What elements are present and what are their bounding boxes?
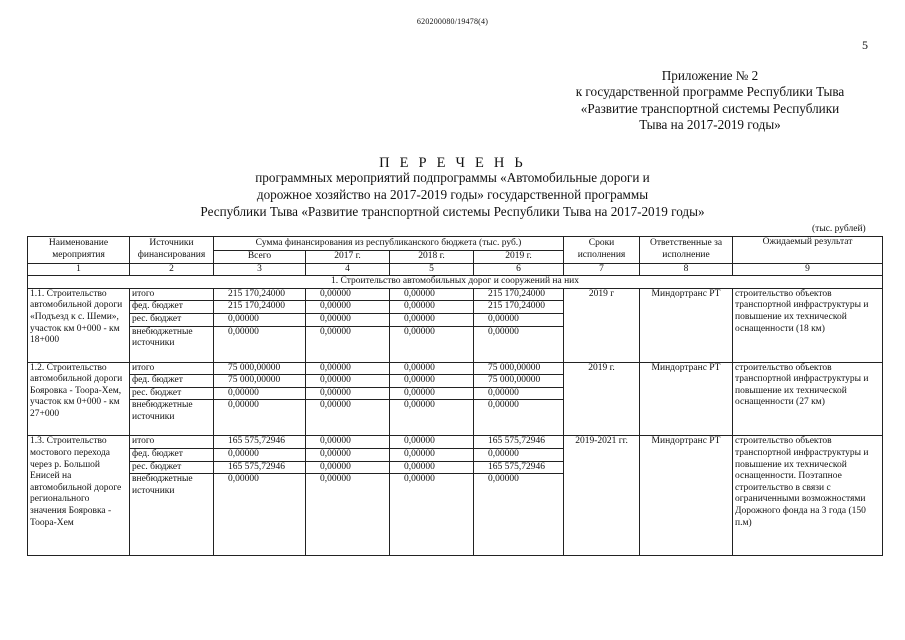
row-2018: 0,00000 [390, 301, 474, 314]
header-sources: Источники финансирования [130, 237, 214, 264]
row-2019: 215 170,24000 [474, 288, 564, 301]
row-responsible: Миндортранс РТ [640, 362, 733, 436]
row-2017: 0,00000 [306, 362, 390, 375]
col-number: 5 [390, 263, 474, 276]
row-source: внебюджетные источники [130, 474, 214, 556]
subtitle-line-3: Республики Тыва «Развитие транспортной системы Республики Тыва на 2017-2019 годы» [200, 203, 705, 219]
row-2017: 0,00000 [306, 387, 390, 400]
row-source: фед. бюджет [130, 448, 214, 461]
header-sum: Сумма финансирования из республиканского бюджета (тыс. руб.) [214, 237, 564, 251]
row-result: строительство объектов транспортной инфраструктуры и повышение их технической оснащенности (27 км) [733, 362, 883, 436]
program-table [27, 236, 883, 556]
col-number: 1 [28, 263, 130, 276]
row-2019: 75 000,00000 [474, 375, 564, 388]
table-row [28, 362, 883, 375]
document-id: 620200080/19478(4) [416, 17, 489, 26]
units-note: (тыс. рублей) [812, 224, 866, 234]
row-source: внебюджетные источники [130, 400, 214, 436]
row-total: 0,00000 [214, 448, 306, 461]
row-2019: 165 575,72946 [474, 436, 564, 449]
row-2017: 0,00000 [306, 326, 390, 362]
row-source: рес. бюджет [130, 387, 214, 400]
document-subtitle [80, 170, 825, 220]
row-total: 0,00000 [214, 313, 306, 326]
row-2019: 0,00000 [474, 474, 564, 556]
row-2017: 0,00000 [306, 400, 390, 436]
appendix-line-4: Тыва на 2017-2019 годы» [639, 116, 781, 132]
row-result: строительство объектов транспортной инфраструктуры и повышение их технической оснащенности (18 км) [733, 288, 883, 362]
row-2017: 0,00000 [306, 436, 390, 449]
row-name: 1.2. Строительство автомобильной дороги Бояровка - Тоора-Хем, участок км 0+000 - км 27+000 [28, 362, 130, 436]
row-name: 1.1. Строительство автомобильной дороги «Подъезд к с. Шеми», участок км 0+000 - км 18+000 [28, 288, 130, 362]
row-2018: 0,00000 [390, 474, 474, 556]
table-row [28, 288, 883, 301]
row-2017: 0,00000 [306, 288, 390, 301]
row-2017: 0,00000 [306, 313, 390, 326]
appendix-line-2: к государственной программе Республики Тыва [575, 84, 845, 100]
row-total: 0,00000 [214, 474, 306, 556]
subtitle-line-1: программных мероприятий подпрограммы «Автомобильные дороги и [255, 170, 650, 185]
row-2018: 0,00000 [390, 326, 474, 362]
row-2018: 0,00000 [390, 461, 474, 474]
row-2019: 75 000,00000 [474, 362, 564, 375]
row-total: 0,00000 [214, 326, 306, 362]
row-2019: 215 170,24000 [474, 301, 564, 314]
row-total: 165 575,72946 [214, 436, 306, 449]
row-source: итого [130, 362, 214, 375]
row-2019: 0,00000 [474, 387, 564, 400]
row-result: строительство объектов транспортной инфраструктуры и повышение их технической оснащенности. Поэтапное строительство в связи с ограниченными возможностями Дорожного фонда на 3 года (150 п.м) [733, 436, 883, 556]
row-source: рес. бюджет [130, 461, 214, 474]
row-2018: 0,00000 [390, 400, 474, 436]
table-row [28, 436, 883, 449]
header-responsible: Ответственные за исполнение [640, 237, 733, 264]
col-number: 7 [564, 263, 640, 276]
row-total: 75 000,00000 [214, 375, 306, 388]
row-source: итого [130, 436, 214, 449]
appendix-line-3: «Развитие транспортной системы Республики [580, 100, 840, 116]
row-2019: 0,00000 [474, 448, 564, 461]
col-number: 6 [474, 263, 564, 276]
header-name: Наименование мероприятия [28, 237, 130, 264]
col-number: 3 [214, 263, 306, 276]
col-number: 9 [733, 263, 883, 276]
row-2019: 0,00000 [474, 326, 564, 362]
header-2017: 2017 г. [306, 251, 390, 264]
page-number: 5 [862, 38, 868, 52]
header-2018: 2018 г. [390, 251, 474, 264]
row-2018: 0,00000 [390, 362, 474, 375]
row-2017: 0,00000 [306, 448, 390, 461]
row-source: фед. бюджет [130, 375, 214, 388]
row-total: 215 170,24000 [214, 288, 306, 301]
row-terms: 2019 г [564, 288, 640, 362]
header-result: Ожидаемый результат [733, 237, 883, 264]
header-total: Всего [214, 251, 306, 264]
header-2019: 2019 г. [474, 251, 564, 264]
appendix-line-1: Приложение № 2 [661, 68, 759, 83]
row-total: 165 575,72946 [214, 461, 306, 474]
row-2018: 0,00000 [390, 387, 474, 400]
row-total: 215 170,24000 [214, 301, 306, 314]
row-2019: 165 575,72946 [474, 461, 564, 474]
col-number: 2 [130, 263, 214, 276]
row-2019: 0,00000 [474, 313, 564, 326]
row-source: рес. бюджет [130, 313, 214, 326]
row-terms: 2019-2021 гг. [564, 436, 640, 556]
row-2018: 0,00000 [390, 448, 474, 461]
row-2018: 0,00000 [390, 436, 474, 449]
subtitle-line-2: дорожное хозяйство на 2017-2019 годы» государственной программы [256, 186, 649, 202]
row-2018: 0,00000 [390, 375, 474, 388]
row-2017: 0,00000 [306, 375, 390, 388]
row-source: внебюджетные источники [130, 326, 214, 362]
row-source: итого [130, 288, 214, 301]
col-number: 4 [306, 263, 390, 276]
col-number: 8 [640, 263, 733, 276]
row-2018: 0,00000 [390, 288, 474, 301]
row-responsible: Миндортранс РТ [640, 436, 733, 556]
row-responsible: Миндортранс РТ [640, 288, 733, 362]
row-total: 75 000,00000 [214, 362, 306, 375]
row-2019: 0,00000 [474, 400, 564, 436]
row-2017: 0,00000 [306, 301, 390, 314]
row-2018: 0,00000 [390, 313, 474, 326]
row-total: 0,00000 [214, 387, 306, 400]
section-title: 1. Строительство автомобильных дорог и сооружений на них [28, 276, 883, 289]
row-name: 1.3. Строительство мостового перехода через р. Большой Енисей на автомобильной дороге регионального значения Бояровка - Тоора-Хем [28, 436, 130, 556]
row-source: фед. бюджет [130, 301, 214, 314]
appendix-caption [530, 68, 890, 133]
row-terms: 2019 г. [564, 362, 640, 436]
row-2017: 0,00000 [306, 461, 390, 474]
document-title: П Е Р Е Ч Е Н Ь [379, 155, 526, 171]
row-total: 0,00000 [214, 400, 306, 436]
row-2017: 0,00000 [306, 474, 390, 556]
header-terms: Сроки исполнения [564, 237, 640, 264]
